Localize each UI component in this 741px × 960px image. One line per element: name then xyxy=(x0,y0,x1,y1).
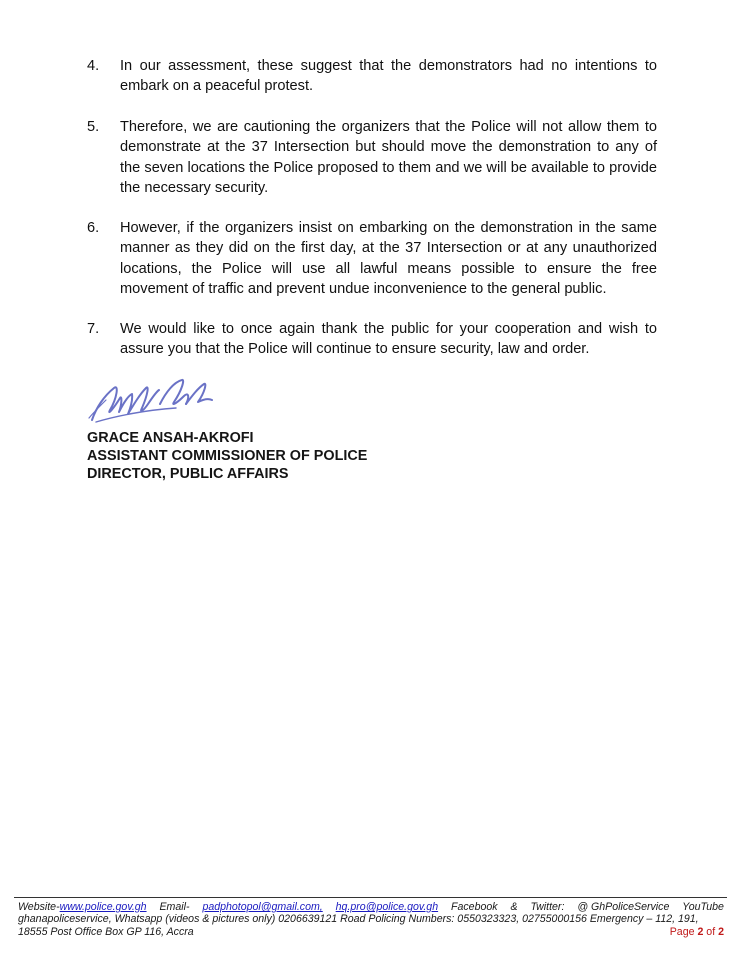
twitter-label: Twitter: xyxy=(530,901,565,913)
page-current: 2 xyxy=(697,925,704,938)
paragraph-number: 7. xyxy=(87,321,100,337)
paragraph-number: 6. xyxy=(87,220,100,236)
email-label: Email- xyxy=(159,901,190,913)
paragraph-number: 5. xyxy=(87,119,100,135)
footer-line-3 xyxy=(18,926,724,938)
youtube-label: YouTube xyxy=(682,901,724,913)
signatory-block xyxy=(87,429,367,483)
signatory-title: DIRECTOR, PUBLIC AFFAIRS xyxy=(87,466,289,482)
footer-line-2: ghanapoliceservice, Whatsapp (videos & pictures only) 0206639121 Road Policing Numbers: 0550323323, 02755000156 Emergency – 112, 191, xyxy=(18,913,699,926)
page-number xyxy=(670,926,724,938)
facebook-label: Facebook xyxy=(451,901,498,913)
paragraph-text: Therefore, we are cautioning the organizers that the Police will not allow them to demonstrate at the 37 Intersection but should move the demonstration to any of the seven locations the Police proposed to them and we will be available to provide the necessary security. xyxy=(120,119,657,196)
page-prefix: Page xyxy=(669,925,695,938)
website-link[interactable]: www.police.gov.gh xyxy=(59,901,147,913)
handwritten-signature xyxy=(86,374,226,426)
footer-line-1 xyxy=(18,901,724,913)
paragraph-5 xyxy=(87,117,657,198)
ampersand: & xyxy=(510,901,518,913)
paragraph-text: In our assessment, these suggest that the demonstrators had no intentions to embark on a peaceful protest. xyxy=(120,58,657,95)
page-total: 2 xyxy=(718,925,724,938)
signatory-name: GRACE ANSAH-AKROFI xyxy=(87,430,254,446)
paragraph-text: We would like to once again thank the public for your cooperation and wish to assure you that the Police will continue to ensure security, law and order. xyxy=(120,321,657,358)
footer-divider xyxy=(14,897,727,898)
website-entry xyxy=(18,901,147,913)
twitter-handle: @ GhPoliceService xyxy=(577,901,670,913)
paragraph-6 xyxy=(87,218,657,299)
email-link-2[interactable]: hq.pro@police.gov.gh xyxy=(335,901,439,913)
email-link-1[interactable]: padphotopol@gmail.com, xyxy=(202,901,323,913)
page-of: of xyxy=(706,925,716,938)
signatory-rank: ASSISTANT COMMISSIONER OF POLICE xyxy=(87,448,368,464)
paragraph-4 xyxy=(87,56,657,97)
website-label: Website- xyxy=(18,901,60,913)
postal-address: 18555 Post Office Box GP 116, Accra xyxy=(18,925,194,938)
paragraph-text: However, if the organizers insist on embarking on the demonstration in the same manner as they did on the first day, at the 37 Intersection or at any unauthorized locations, the Police will use all lawful means possible to ensure the free movement of traffic and prevent undue inconvenience to the general public. xyxy=(120,220,657,297)
paragraph-number: 4. xyxy=(87,58,100,74)
footer xyxy=(18,901,724,938)
paragraph-7 xyxy=(87,319,657,360)
